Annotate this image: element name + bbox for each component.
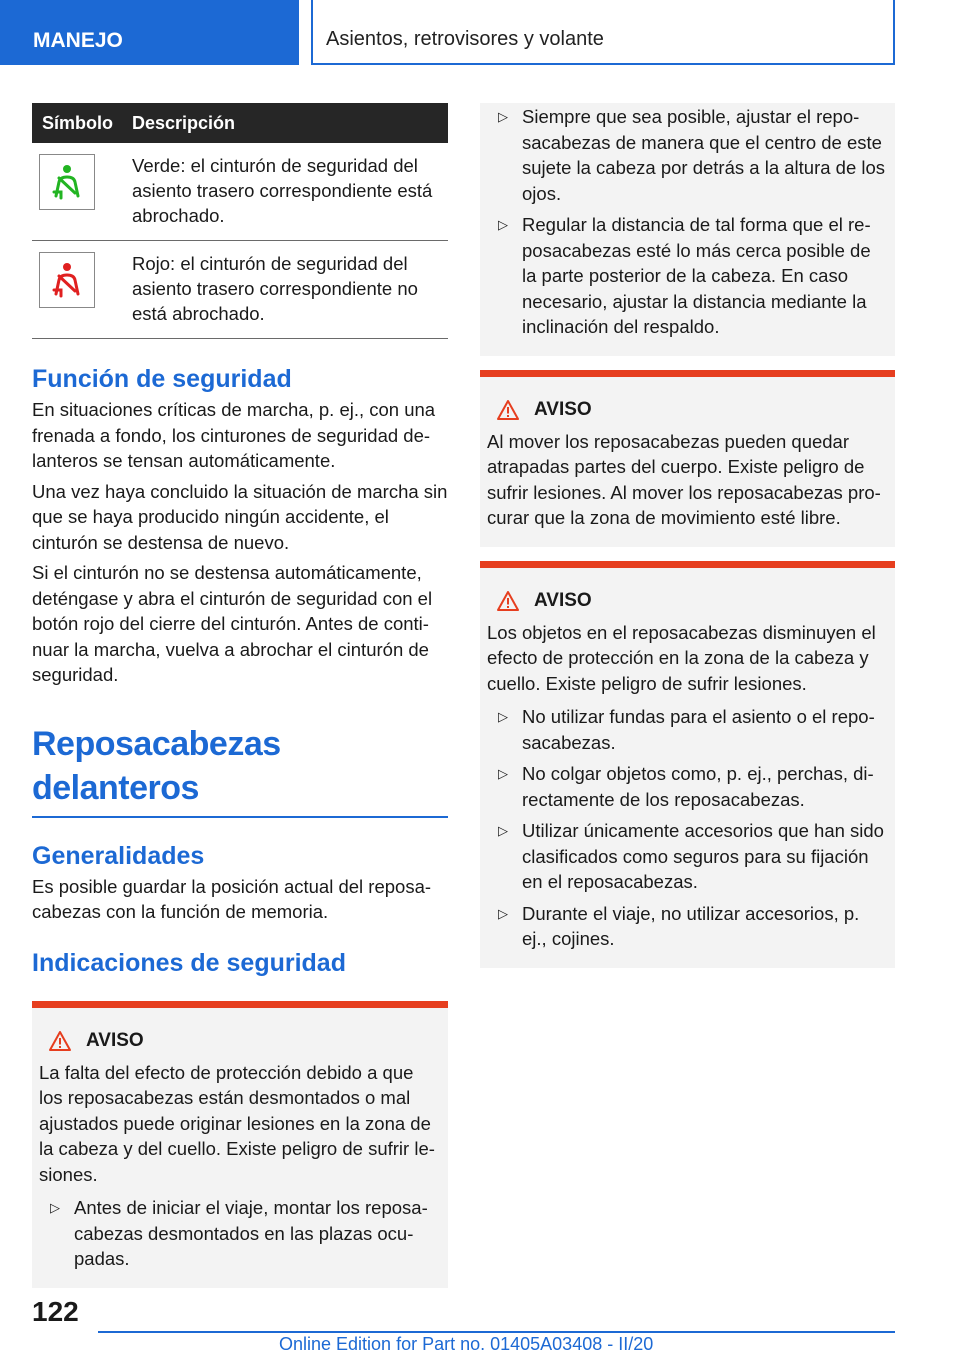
section-tab: MANEJO xyxy=(0,0,299,65)
header-divider xyxy=(311,0,313,65)
row-description: Verde: el cinturón de seguridad del asiento trasero correspondiente está abrochado. xyxy=(132,155,433,226)
general-heading: Generalidades xyxy=(32,841,205,870)
row-description: Rojo: el cinturón de seguridad del asiento trasero correspondiente no está abrochado. xyxy=(132,253,418,324)
warning-box xyxy=(32,1001,448,1288)
warning-triangle-icon xyxy=(48,1030,72,1052)
bullet-marker: ▷ xyxy=(498,709,508,724)
warning-bar xyxy=(480,370,895,377)
warning-list xyxy=(39,1195,440,1272)
paragraph: Es posible guardar la posición actual del reposacabezas con la función de memoria. xyxy=(32,875,432,922)
table-row xyxy=(32,143,448,241)
seatbelt-green-icon xyxy=(39,154,95,210)
warning-list xyxy=(487,704,887,952)
bullet-marker: ▷ xyxy=(498,109,508,124)
chapter-title: Asientos, retrovisores y volante xyxy=(326,28,604,50)
seatbelt-red-icon xyxy=(39,252,95,308)
warning-title: AVISO xyxy=(534,398,592,420)
list-item: ▷ Antes de iniciar el viaje, montar los reposacabezas desmontados en las plazas ocupadas. xyxy=(50,1197,428,1269)
table-row xyxy=(32,241,448,339)
list-item: ▷ Siempre que sea posible, ajustar el reposacabezas de manera que el centro de este sujete la cabeza por detrás a la altura de los ojos. xyxy=(498,106,886,204)
warning-text: Al mover los reposacabezas pueden quedar atrapadas partes del cuerpo. Existe peligro de sufrir lesiones. Al mover los reposacabezas procurar que la zona de movimiento esté libre. xyxy=(487,430,881,528)
list-item: ▷ Utilizar únicamente accesorios que han sido clasificados como seguros para su fijación en el reposacabezas. xyxy=(498,820,884,892)
warning-box xyxy=(480,561,895,968)
list-item: ▷ Regular la distancia de tal forma que el reposacabezas esté lo más cerca posible de la parte posterior de la cabeza. En caso necesario, ajustar la distancia mediante la inclinación del respaldo. xyxy=(498,214,871,337)
edition-note: Online Edition for Part no. 01405A03408 - II/20 xyxy=(279,1334,654,1354)
warning-text: La falta del efecto de protección debido a que los reposacabezas están desmontados o mal ajustados puede originar lesiones en la zona de la cabeza y del cuello. Existe peligro de sufrir lesiones. xyxy=(39,1061,435,1185)
footer-rule xyxy=(98,1331,895,1333)
paragraph: Una vez haya concluido la situación de marcha sin que se haya producido ningún accidente, el cinturón se destensa de nuevo. xyxy=(32,480,448,553)
column-header-symbol: Símbolo xyxy=(42,112,113,133)
headrests-title: Reposacabezas delanteros xyxy=(32,722,448,818)
safety-function-heading: Función de seguridad xyxy=(32,365,292,393)
list-item: ▷ No utilizar fundas para el asiento o el reposacabezas. xyxy=(498,706,875,753)
bullet-marker: ▷ xyxy=(498,217,508,232)
paragraph: Si el cinturón no se destensa automáticamente, deténgase y abra el cinturón de seguridad con el botón rojo del cierre del cinturón. Antes de continuar la marcha, vuelva a abrochar el cinturón de seguridad. xyxy=(32,562,433,685)
bullet-marker: ▷ xyxy=(498,766,508,781)
column-header-description: Descripción xyxy=(132,112,236,133)
warning-box xyxy=(480,370,895,547)
warning-triangle-icon xyxy=(496,399,520,421)
header-divider-right xyxy=(893,0,895,65)
header-underline xyxy=(311,63,895,65)
warning-list xyxy=(487,104,887,340)
left-column xyxy=(32,103,448,1288)
warning-bar xyxy=(480,561,895,568)
warning-box-continued xyxy=(480,103,895,356)
list-item: ▷ Durante el viaje, no utilizar accesorios, p. ej., cojines. xyxy=(498,902,860,949)
warning-triangle-icon xyxy=(496,590,520,612)
right-column xyxy=(480,103,895,968)
bullet-marker: ▷ xyxy=(50,1200,60,1215)
bullet-marker: ▷ xyxy=(498,905,508,921)
warning-text: Los objetos en el reposacabezas disminuyen el efecto de protección en la zona de la cabeza y cuello. Existe peligro de sufrir lesiones. xyxy=(487,621,876,694)
warning-title: AVISO xyxy=(86,1029,144,1051)
list-item: ▷ No colgar objetos como, p. ej., perchas, directamente de los reposacabezas. xyxy=(498,763,874,810)
bullet-marker: ▷ xyxy=(498,823,508,838)
paragraph: En situaciones críticas de marcha, p. ej., con una frenada a fondo, los cinturones de seguridad delanteros se tensan automáticamente. xyxy=(32,399,436,471)
page-number: 122 xyxy=(32,1296,79,1327)
symbol-table-header xyxy=(32,103,448,143)
warning-bar xyxy=(32,1001,448,1008)
safety-notes-heading: Indicaciones de seguridad xyxy=(32,948,346,977)
warning-title: AVISO xyxy=(534,589,592,611)
